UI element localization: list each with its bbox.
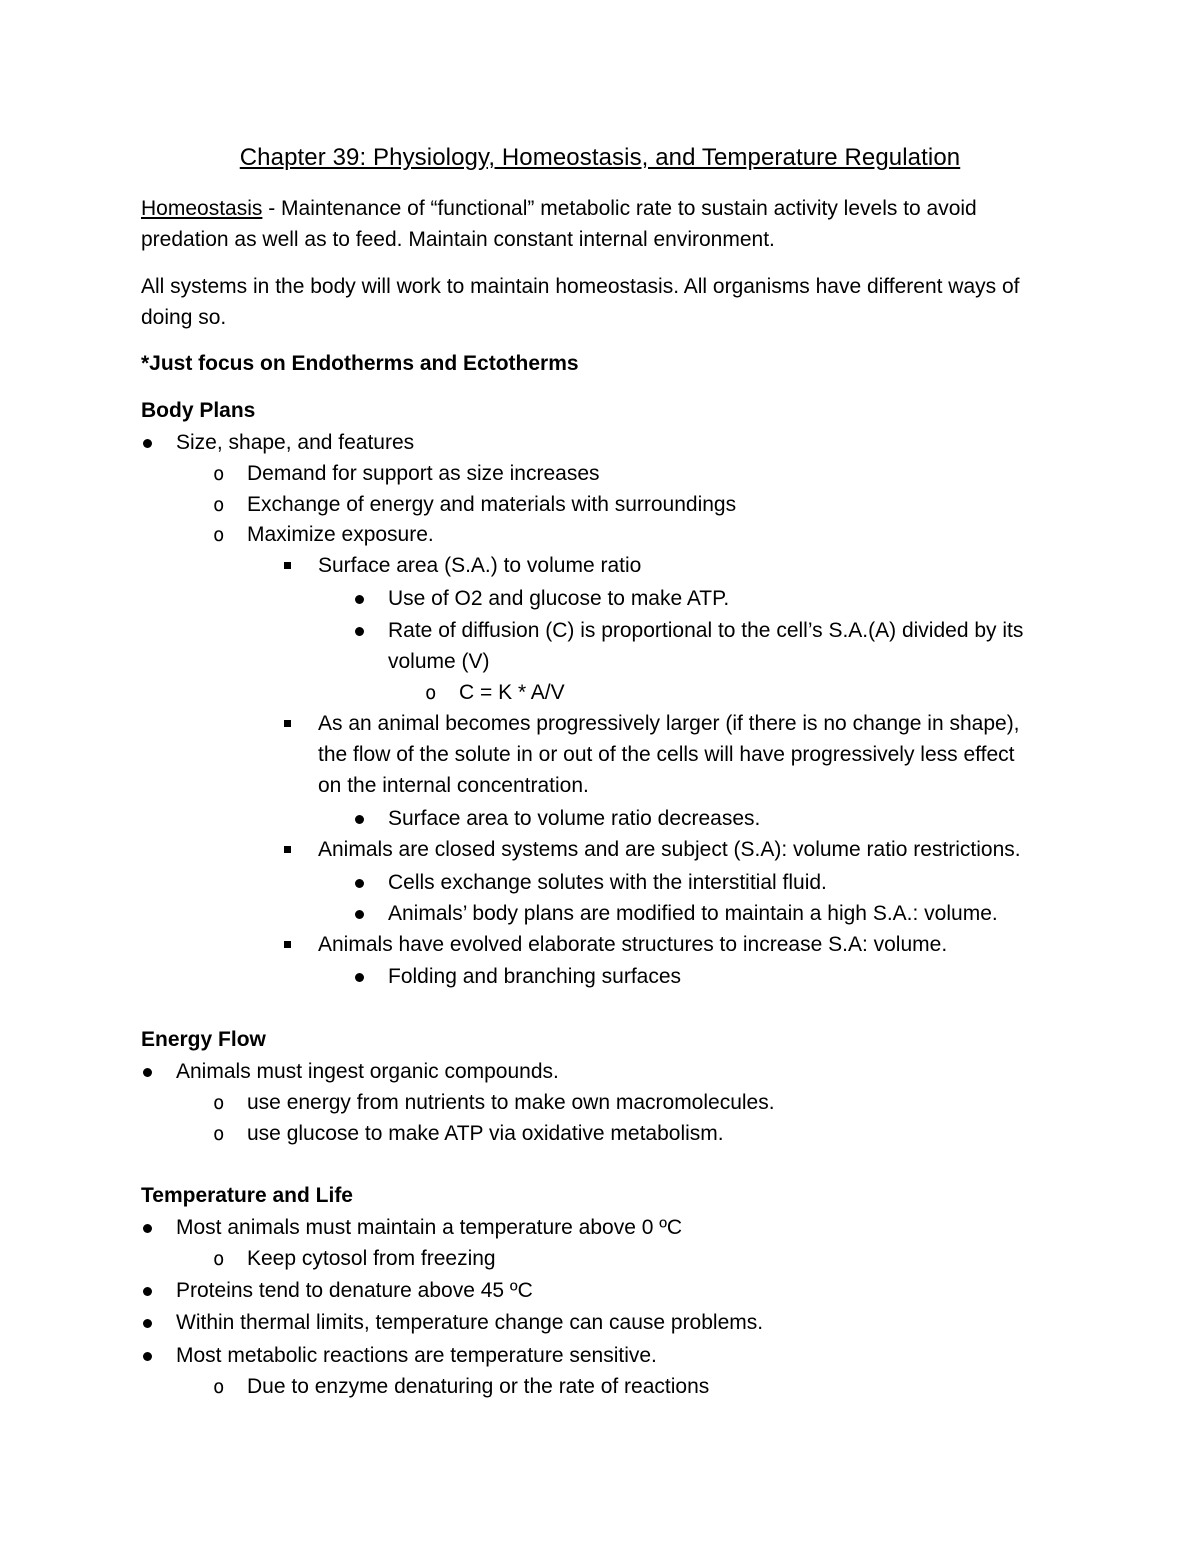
list-item: Exchange of energy and materials with surroundings bbox=[247, 493, 737, 516]
list-item: Due to enzyme denaturing or the rate of reactions bbox=[247, 1375, 710, 1398]
bullet-disc-icon bbox=[143, 1319, 152, 1328]
bullet-disc-icon bbox=[355, 627, 364, 636]
bullet-disc-icon bbox=[143, 1352, 152, 1361]
homeostasis-term: Homeostasis bbox=[141, 197, 263, 220]
bullet-disc-icon bbox=[143, 439, 152, 448]
list-item: Animals have evolved elaborate structures to increase S.A: volume. bbox=[318, 933, 948, 956]
homeostasis-definition-line2: predation as well as to feed. Maintain constant internal environment. bbox=[141, 228, 775, 251]
list-item: Animals must ingest organic compounds. bbox=[176, 1060, 559, 1083]
homeostasis-definition-line1 bbox=[141, 197, 977, 221]
systems-paragraph-line2: doing so. bbox=[141, 306, 227, 329]
bullet-square-icon bbox=[284, 720, 291, 727]
list-item: Demand for support as size increases bbox=[247, 462, 600, 485]
list-item: Most animals must maintain a temperature above 0 ºC bbox=[176, 1216, 683, 1239]
bullet-circle-icon: o bbox=[213, 1376, 225, 1398]
homeostasis-definition: - Maintenance of “functional” metabolic rate to sustain activity levels to avoid bbox=[262, 197, 977, 220]
list-item: Folding and branching surfaces bbox=[388, 965, 682, 988]
list-item: use energy from nutrients to make own macromolecules. bbox=[247, 1091, 775, 1114]
list-item: Animals are closed systems and are subject (S.A): volume ratio restrictions. bbox=[318, 838, 1021, 861]
bullet-circle-icon: o bbox=[213, 1248, 225, 1270]
temperature-heading: Temperature and Life bbox=[141, 1184, 353, 1207]
bullet-circle-icon: o bbox=[213, 1092, 225, 1114]
list-item: Use of O2 and glucose to make ATP. bbox=[388, 587, 730, 610]
bullet-square-icon bbox=[284, 941, 291, 948]
list-item: use glucose to make ATP via oxidative metabolism. bbox=[247, 1122, 724, 1145]
bullet-disc-icon bbox=[143, 1287, 152, 1296]
list-item: Maximize exposure. bbox=[247, 523, 434, 546]
bullet-circle-icon: o bbox=[425, 682, 437, 704]
bullet-circle-icon: o bbox=[213, 1123, 225, 1145]
bullet-disc-icon bbox=[143, 1224, 152, 1233]
list-item: Cells exchange solutes with the interstitial fluid. bbox=[388, 871, 827, 894]
bullet-disc-icon bbox=[355, 910, 364, 919]
list-item: Animals’ body plans are modified to maintain a high S.A.: volume. bbox=[388, 902, 998, 925]
bullet-circle-icon: o bbox=[213, 463, 225, 485]
list-item: As an animal becomes progressively larger (if there is no change in shape), bbox=[318, 712, 1020, 735]
list-item: Within thermal limits, temperature change can cause problems. bbox=[176, 1311, 764, 1334]
bullet-disc-icon bbox=[355, 973, 364, 982]
body-plans-heading: Body Plans bbox=[141, 399, 256, 422]
list-item: Surface area (S.A.) to volume ratio bbox=[318, 554, 642, 577]
energy-flow-heading: Energy Flow bbox=[141, 1028, 266, 1051]
list-item: Keep cytosol from freezing bbox=[247, 1247, 496, 1270]
bullet-disc-icon bbox=[355, 815, 364, 824]
bullet-disc-icon bbox=[143, 1068, 152, 1077]
bullet-disc-icon bbox=[355, 879, 364, 888]
list-item-continuation: volume (V) bbox=[388, 650, 490, 673]
page-title: Chapter 39: Physiology, Homeostasis, and Temperature Regulation bbox=[239, 144, 961, 171]
list-item-continuation: the flow of the solute in or out of the cells will have progressively less effect bbox=[318, 743, 1015, 766]
formula: C = K * A/V bbox=[459, 681, 565, 704]
bullet-square-icon bbox=[284, 562, 291, 569]
systems-paragraph-line1: All systems in the body will work to maintain homeostasis. All organisms have different ways of bbox=[141, 275, 1020, 298]
bullet-square-icon bbox=[284, 846, 291, 853]
list-item: Rate of diffusion (C) is proportional to the cell’s S.A.(A) divided by its bbox=[388, 619, 1024, 642]
list-item: Surface area to volume ratio decreases. bbox=[388, 807, 761, 830]
focus-note: *Just focus on Endotherms and Ectotherms bbox=[141, 352, 579, 375]
bullet-circle-icon: o bbox=[213, 494, 225, 516]
bullet-circle-icon: o bbox=[213, 524, 225, 546]
list-item: Size, shape, and features bbox=[176, 431, 415, 454]
bullet-disc-icon bbox=[355, 595, 364, 604]
list-item: Proteins tend to denature above 45 ºC bbox=[176, 1279, 533, 1302]
list-item: Most metabolic reactions are temperature sensitive. bbox=[176, 1344, 657, 1367]
list-item-continuation: on the internal concentration. bbox=[318, 774, 589, 797]
